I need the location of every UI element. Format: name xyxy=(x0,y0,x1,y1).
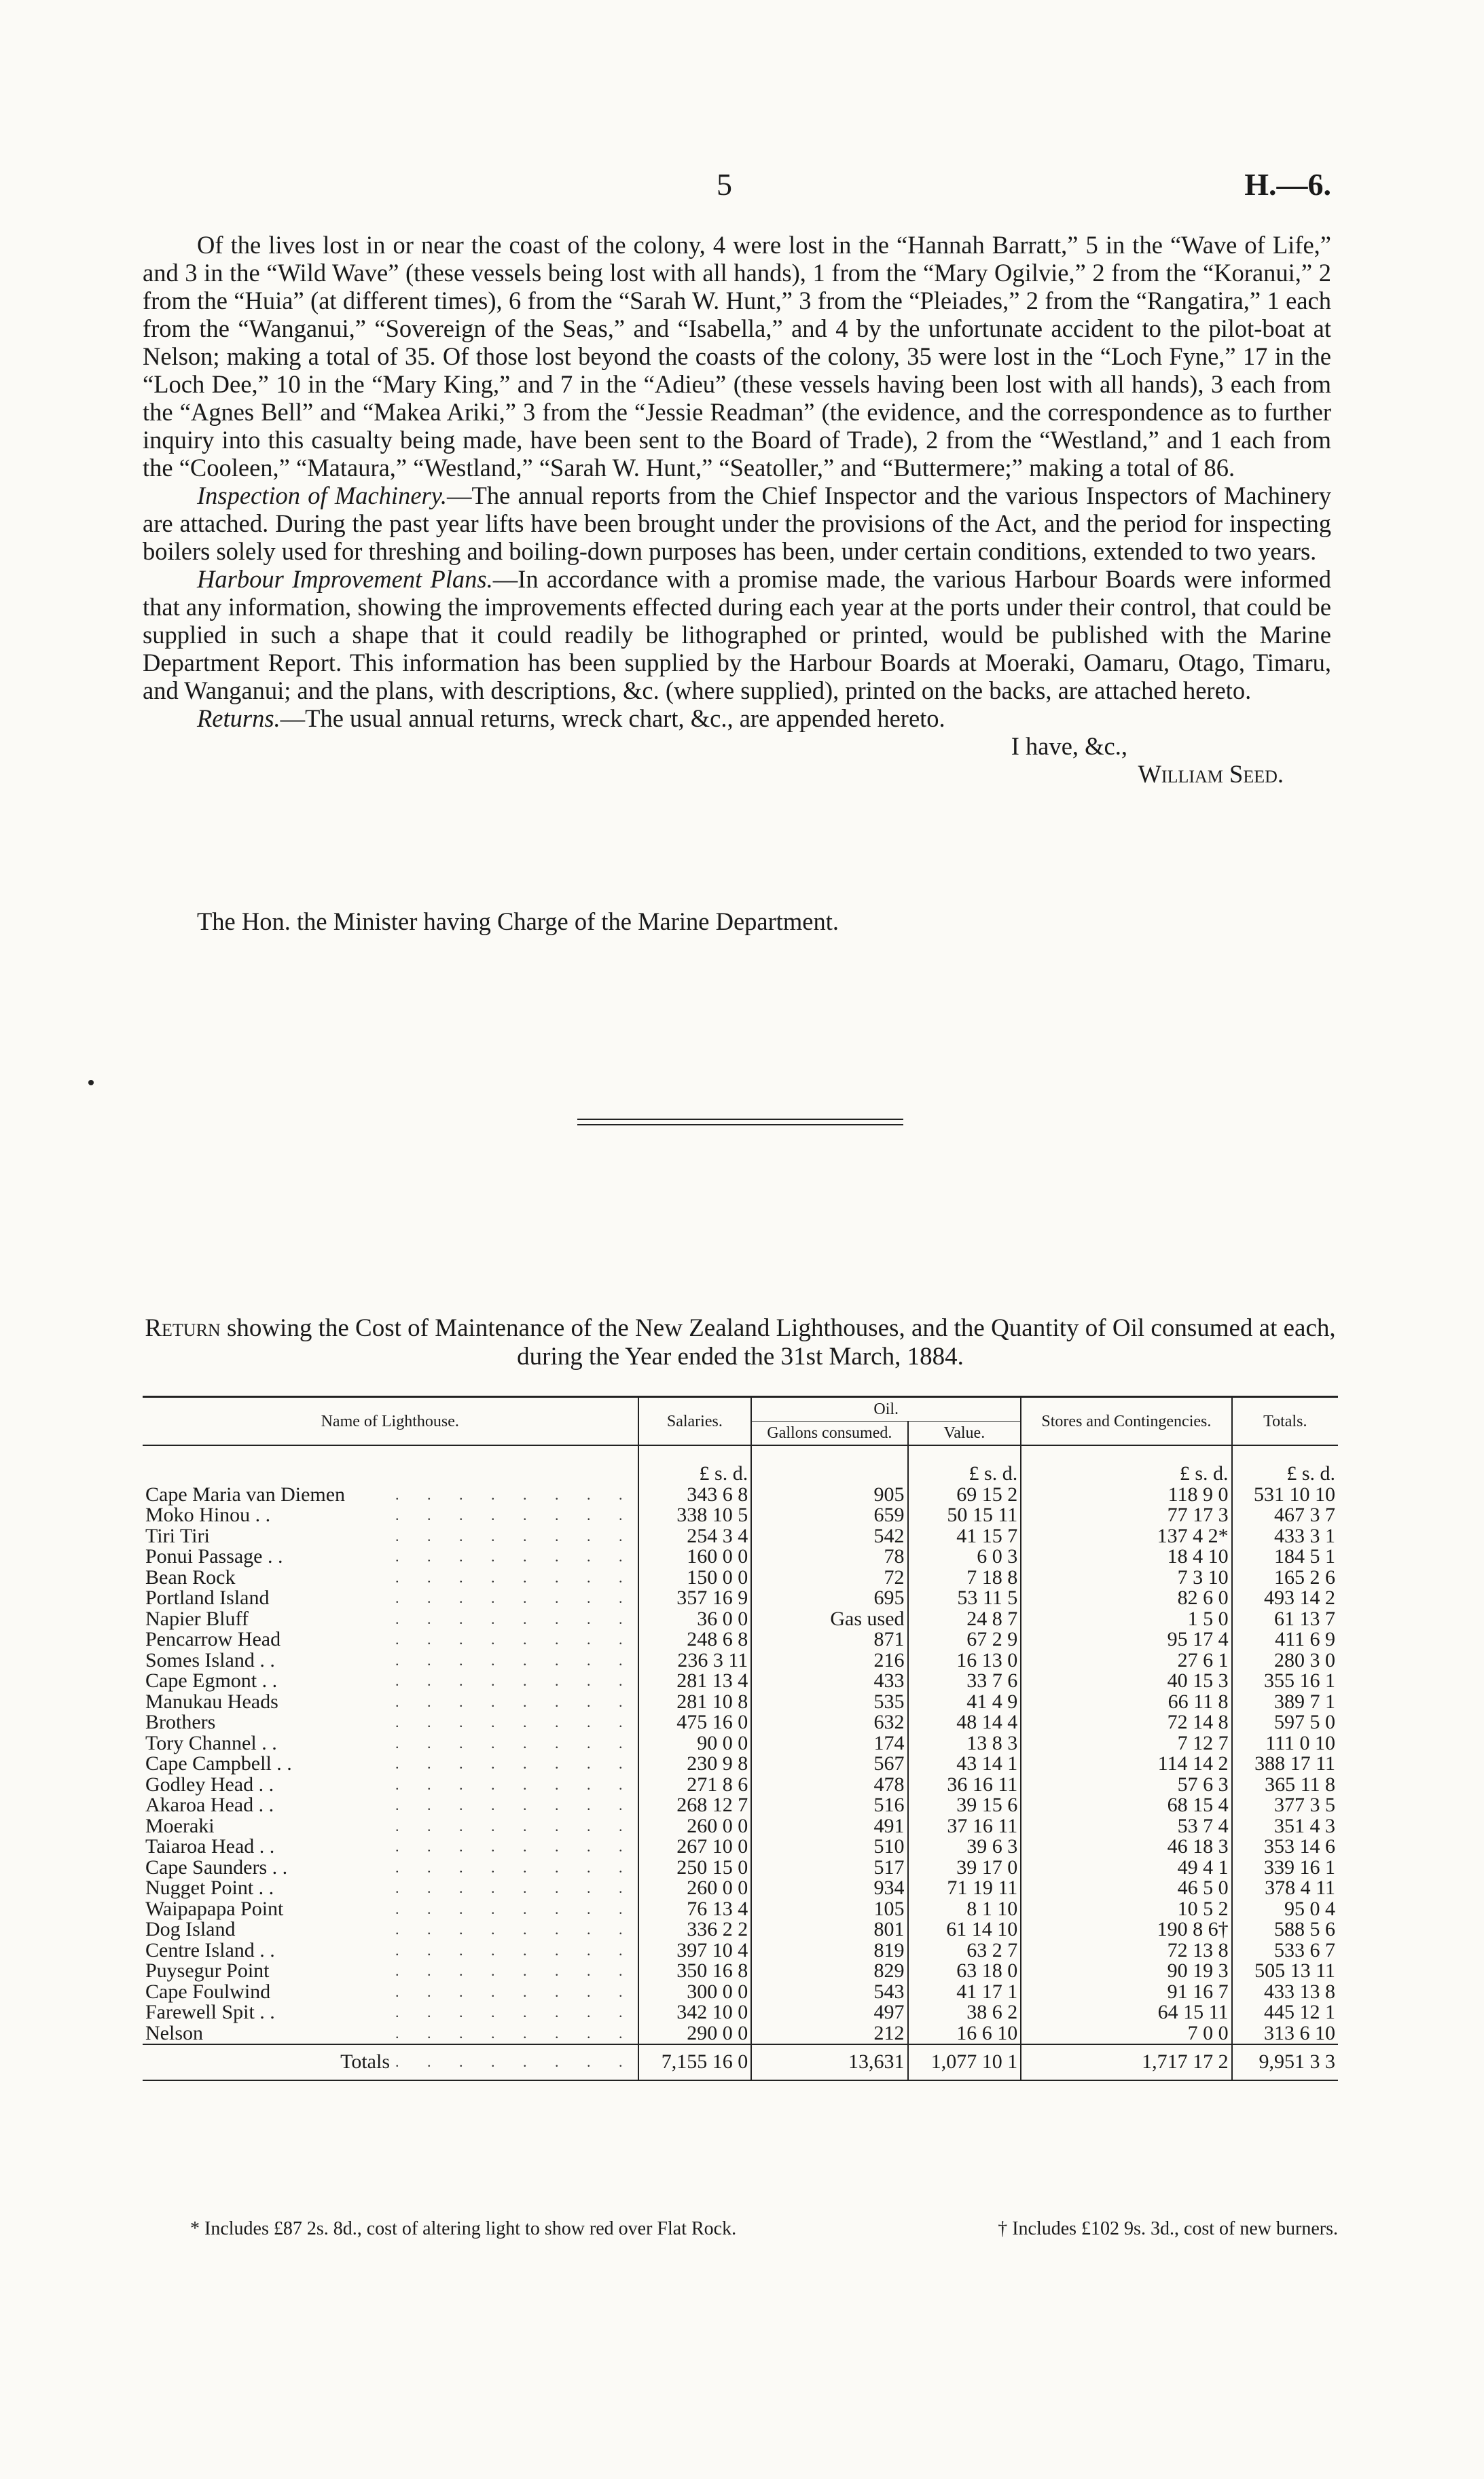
stores-cell: 7 0 0 xyxy=(1021,2023,1231,2045)
header-totals: Totals. xyxy=(1232,1397,1338,1446)
stores-cell: 40 15 3 xyxy=(1021,1671,1231,1692)
oil-value-cell: 13 8 3 xyxy=(908,1733,1021,1754)
salaries-cell: 475 16 0 xyxy=(638,1712,752,1733)
row-leader: . . . . . . . . xyxy=(395,1796,635,1813)
row-leader: . . . . . . . . xyxy=(395,1527,635,1544)
lighthouse-name: Manukau Heads xyxy=(145,1690,278,1713)
gallons-cell: 819 xyxy=(751,1940,907,1961)
gallons-cell: 543 xyxy=(751,1982,907,2003)
gallons-cell: 695 xyxy=(751,1588,907,1609)
row-leader: . . . . . . . . xyxy=(395,1941,635,1959)
total-cell: 445 12 1 xyxy=(1232,2002,1338,2023)
stores-cell: 66 11 8 xyxy=(1021,1692,1231,1713)
total-cell: 388 17 11 xyxy=(1232,1754,1338,1775)
oil-value-cell: 50 15 11 xyxy=(908,1505,1021,1526)
row-leader: . . . . . . . . xyxy=(395,1817,635,1834)
stores-cell: 46 18 3 xyxy=(1021,1836,1231,1858)
units-stores: £ s. d. xyxy=(1021,1445,1231,1485)
total-cell: 389 7 1 xyxy=(1232,1692,1338,1713)
stores-cell: 64 15 11 xyxy=(1021,2002,1231,2023)
table-row xyxy=(143,1775,1338,1796)
row-leader: . . . . . . . . xyxy=(395,1631,635,1648)
oil-value-cell: 67 2 9 xyxy=(908,1629,1021,1650)
total-cell: 493 14 2 xyxy=(1232,1588,1338,1609)
oil-value-cell: 24 8 7 xyxy=(908,1609,1021,1630)
oil-value-cell: 38 6 2 xyxy=(908,2002,1021,2023)
lighthouse-name: Brothers xyxy=(145,1711,216,1733)
stores-cell: 82 6 0 xyxy=(1021,1588,1231,1609)
row-leader: . . . . . . . . xyxy=(395,1900,635,1917)
stores-cell: 114 14 2 xyxy=(1021,1754,1231,1775)
footnote-dagger: † Includes £102 9s. 3d., cost of new burners. xyxy=(998,2218,1338,2239)
oil-value-cell: 41 17 1 xyxy=(908,1982,1021,2003)
stores-cell: 77 17 3 xyxy=(1021,1505,1231,1526)
heading-harbour: Harbour Improvement Plans. xyxy=(197,565,493,593)
gallons-cell: 516 xyxy=(751,1795,907,1816)
gallons-cell: 174 xyxy=(751,1733,907,1754)
totals-stores: 1,717 17 2 xyxy=(1021,2044,1231,2080)
gallons-cell: 535 xyxy=(751,1692,907,1713)
table-row xyxy=(143,1650,1338,1671)
total-cell: 378 4 11 xyxy=(1232,1878,1338,1899)
table-row xyxy=(143,1858,1338,1879)
table-row xyxy=(143,1899,1338,1920)
lighthouse-name: Dog Island xyxy=(145,1918,236,1940)
table-row xyxy=(143,1754,1338,1775)
total-cell: 411 6 9 xyxy=(1232,1629,1338,1650)
gallons-cell: 517 xyxy=(751,1858,907,1879)
units-totals: £ s. d. xyxy=(1232,1445,1338,1485)
stores-cell: 49 4 1 xyxy=(1021,1858,1231,1879)
row-leader: . . . . . . . . xyxy=(395,1983,635,2000)
table-row xyxy=(143,1671,1338,1692)
total-cell: 531 10 10 xyxy=(1232,1485,1338,1506)
divider-rule xyxy=(577,1124,903,1125)
row-leader: . . . . . . . . xyxy=(395,2024,635,2042)
lighthouse-name: Tiri Tiri xyxy=(145,1524,210,1547)
stores-cell: 18 4 10 xyxy=(1021,1546,1231,1568)
table-row xyxy=(143,1568,1338,1589)
divider-rule xyxy=(577,1119,903,1120)
oil-value-cell: 39 6 3 xyxy=(908,1836,1021,1858)
table-title-lead: Return xyxy=(145,1314,221,1342)
table-title xyxy=(143,1314,1338,1371)
table-row xyxy=(143,1546,1338,1568)
row-leader: . . . . . . . . xyxy=(395,1734,635,1752)
row-leader: . . . . . . . . xyxy=(395,1962,635,1979)
row-leader: . . . . . . . . xyxy=(395,1755,635,1772)
row-leader: . . . . . . . . xyxy=(395,1651,635,1669)
oil-value-cell: 7 18 8 xyxy=(908,1568,1021,1589)
totals-label: Totals xyxy=(143,2044,393,2080)
salaries-cell: 342 10 0 xyxy=(638,2002,752,2023)
salaries-cell: 397 10 4 xyxy=(638,1940,752,1961)
salaries-cell: 281 13 4 xyxy=(638,1671,752,1692)
gallons-cell: 542 xyxy=(751,1526,907,1547)
stores-cell: 46 5 0 xyxy=(1021,1878,1231,1899)
paragraph-machinery xyxy=(143,482,1331,565)
stores-cell: 91 16 7 xyxy=(1021,1982,1231,2003)
stores-cell: 90 19 3 xyxy=(1021,1961,1231,1982)
lighthouse-name: Puysegur Point xyxy=(145,1959,270,1982)
footnote-star: * Includes £87 2s. 8d., cost of altering light to show red over Flat Rock. xyxy=(190,2218,737,2239)
closing: I have, &c., xyxy=(1011,732,1127,760)
gallons-cell: 871 xyxy=(751,1629,907,1650)
lighthouse-name: Ponui Passage . . xyxy=(145,1545,283,1568)
total-cell: 533 6 7 xyxy=(1232,1940,1338,1961)
header-salaries: Salaries. xyxy=(638,1397,752,1446)
oil-value-cell: 39 15 6 xyxy=(908,1795,1021,1816)
heading-returns: Returns. xyxy=(197,704,280,732)
gallons-cell: Gas used xyxy=(751,1609,907,1630)
paragraph-harbour xyxy=(143,565,1331,704)
stores-cell: 95 17 4 xyxy=(1021,1629,1231,1650)
oil-value-cell: 37 16 11 xyxy=(908,1816,1021,1837)
total-cell: 597 5 0 xyxy=(1232,1712,1338,1733)
salaries-cell: 230 9 8 xyxy=(638,1754,752,1775)
footnotes xyxy=(143,2218,1338,2241)
salaries-cell: 290 0 0 xyxy=(638,2023,752,2045)
salaries-cell: 254 3 4 xyxy=(638,1526,752,1547)
lighthouse-name: Nugget Point . . xyxy=(145,1877,274,1899)
lighthouse-name: Cape Maria van Diemen xyxy=(145,1483,346,1506)
stores-cell: 7 3 10 xyxy=(1021,1568,1231,1589)
table-row xyxy=(143,1485,1338,1506)
salaries-cell: 76 13 4 xyxy=(638,1899,752,1920)
table-row xyxy=(143,2023,1338,2045)
table-title-text: showing the Cost of Maintenance of the New Zealand Lighthouses, and the Quantity of Oil consumed at each, during the Year ended the 31st March, 1884. xyxy=(220,1314,1336,1371)
oil-value-cell: 8 1 10 xyxy=(908,1899,1021,1920)
header-name: Name of Lighthouse. xyxy=(143,1397,638,1446)
table-row xyxy=(143,1878,1338,1899)
gallons-cell: 433 xyxy=(751,1671,907,1692)
stores-cell: 137 4 2* xyxy=(1021,1526,1231,1547)
total-cell: 313 6 10 xyxy=(1232,2023,1338,2045)
total-cell: 339 16 1 xyxy=(1232,1858,1338,1879)
total-cell: 377 3 5 xyxy=(1232,1795,1338,1816)
oil-value-cell: 69 15 2 xyxy=(908,1485,1021,1506)
oil-value-cell: 41 15 7 xyxy=(908,1526,1021,1547)
lighthouse-name: Cape Campbell . . xyxy=(145,1752,292,1775)
paragraph-lives-lost: Of the lives lost in or near the coast of the colony, 4 were lost in the “Hannah Barratt,” 5 in the “Wave of Life,” and 3 in the “Wild Wave” (these vessels being lost with all hands), 1 from the “Mary Ogilvie,” 2 from the “Koranui,” 2 from the “Huia” (at different times), 6 from the “Sarah W. Hunt,” 3 from the “Pleiades,” 2 from the “Rangatira,” 1 each from the “Wanganui,” “Sovereign of the Seas,” and “Isabella,” and 4 by the unfortunate accident to the pilot-boat at Nelson; making a total of 35. Of those lost beyond the coasts of the colony, 35 were lost in the “Loch Fyne,” 17 in the “Loch Dee,” 10 in the “Mary King,” and 7 in the “Adieu” (these vessels having been lost with all hands), 3 each from the “Agnes Bell” and “Makea Ariki,” 3 from the “Jessie Readman” (the evidence, and the correspondence as to further inquiry into this casualty being made, have been sent to the Board of Trade), 2 from the “Westland,” and 1 each from the “Cooleen,” “Mataura,” “Westland,” “Sarah W. Hunt,” “Seatoller,” and “Buttermere;” making a total of 86. xyxy=(143,231,1331,482)
total-cell: 61 13 7 xyxy=(1232,1609,1338,1630)
gallons-cell: 216 xyxy=(751,1650,907,1671)
table-row xyxy=(143,1692,1338,1713)
gallons-cell: 497 xyxy=(751,2002,907,2023)
text-returns: —The usual annual returns, wreck chart, &c., are appended hereto. xyxy=(280,704,945,732)
lighthouse-name: Pencarrow Head xyxy=(145,1628,281,1650)
row-leader: . . . . . . . . xyxy=(395,1921,635,1938)
salaries-cell: 260 0 0 xyxy=(638,1878,752,1899)
oil-value-cell: 16 6 10 xyxy=(908,2023,1021,2045)
row-leader: . . . . . . . . xyxy=(395,2004,635,2021)
row-leader: . . . . . . . . xyxy=(395,1506,635,1523)
oil-value-cell: 39 17 0 xyxy=(908,1858,1021,1879)
table-row xyxy=(143,1609,1338,1630)
header-value: Value. xyxy=(908,1422,1021,1446)
salaries-cell: 357 16 9 xyxy=(638,1588,752,1609)
lighthouse-name: Moko Hinou . . xyxy=(145,1504,271,1526)
row-leader: . . . . . . . . xyxy=(395,1568,635,1586)
salaries-cell: 260 0 0 xyxy=(638,1816,752,1837)
salaries-cell: 343 6 8 xyxy=(638,1485,752,1506)
row-leader: . . . . . . . . xyxy=(395,1775,635,1793)
oil-value-cell: 48 14 4 xyxy=(908,1712,1021,1733)
table-row xyxy=(143,1733,1338,1754)
table-row xyxy=(143,1940,1338,1961)
totals-gallons: 13,631 xyxy=(751,2044,907,2080)
oil-value-cell: 16 13 0 xyxy=(908,1650,1021,1671)
gallons-cell: 510 xyxy=(751,1836,907,1858)
stores-cell: 7 12 7 xyxy=(1021,1733,1231,1754)
lighthouse-name: Taiaroa Head . . xyxy=(145,1835,275,1858)
salaries-cell: 36 0 0 xyxy=(638,1609,752,1630)
total-cell: 355 16 1 xyxy=(1232,1671,1338,1692)
oil-value-cell: 53 11 5 xyxy=(908,1588,1021,1609)
stores-cell: 72 14 8 xyxy=(1021,1712,1231,1733)
stores-cell: 72 13 8 xyxy=(1021,1940,1231,1961)
table-row xyxy=(143,1588,1338,1609)
total-cell: 165 2 6 xyxy=(1232,1568,1338,1589)
oil-value-cell: 61 14 10 xyxy=(908,1919,1021,1940)
total-cell: 433 3 1 xyxy=(1232,1526,1338,1547)
total-cell: 365 11 8 xyxy=(1232,1775,1338,1796)
table-row xyxy=(143,1526,1338,1547)
salaries-cell: 281 10 8 xyxy=(638,1692,752,1713)
oil-value-cell: 63 2 7 xyxy=(908,1940,1021,1961)
stores-cell: 27 6 1 xyxy=(1021,1650,1231,1671)
salaries-cell: 236 3 11 xyxy=(638,1650,752,1671)
page-number: 5 xyxy=(717,167,732,202)
units-value: £ s. d. xyxy=(908,1445,1021,1485)
heading-machinery: Inspection of Machinery. xyxy=(197,482,448,509)
totals-grand: 9,951 3 3 xyxy=(1232,2044,1338,2080)
gallons-cell: 905 xyxy=(751,1485,907,1506)
row-leader: . . . . . . . . xyxy=(395,1485,635,1503)
salaries-cell: 350 16 8 xyxy=(638,1961,752,1982)
stores-cell: 1 5 0 xyxy=(1021,1609,1231,1630)
gallons-cell: 72 xyxy=(751,1568,907,1589)
document-reference: H.—6. xyxy=(1244,167,1331,202)
total-cell: 353 14 6 xyxy=(1232,1836,1338,1858)
paragraph-returns xyxy=(143,704,1331,732)
table-row xyxy=(143,1712,1338,1733)
table-row xyxy=(143,1629,1338,1650)
totals-salaries: 7,155 16 0 xyxy=(638,2044,752,2080)
oil-value-cell: 41 4 9 xyxy=(908,1692,1021,1713)
salaries-cell: 248 6 8 xyxy=(638,1629,752,1650)
header-gallons: Gallons consumed. xyxy=(751,1422,907,1446)
text-harbour: —In accordance with a promise made, the various Harbour Boards were informed that any information, showing the improvements effected during each year at the ports under their control, that could be supplied in such a shape that it could readily be lithographed or printed, would be published with the Marine Department Report. This information has been supplied by the Harbour Boards at Moeraki, Oamaru, Otago, Timaru, and Wanganui; and the plans, with descriptions, &c. (where supplied), printed on the backs, are attached hereto. xyxy=(143,565,1331,704)
lighthouse-name: Moeraki xyxy=(145,1814,215,1837)
lighthouse-name: Napier Bluff xyxy=(145,1607,249,1630)
gallons-cell: 632 xyxy=(751,1712,907,1733)
header-oil: Oil. xyxy=(751,1397,1021,1422)
total-cell: 280 3 0 xyxy=(1232,1650,1338,1671)
lighthouse-name: Cape Saunders . . xyxy=(145,1856,288,1879)
lighthouse-name: Akaroa Head . . xyxy=(145,1794,274,1816)
salaries-cell: 90 0 0 xyxy=(638,1733,752,1754)
table-row xyxy=(143,1961,1338,1982)
totals-row xyxy=(143,2044,1338,2080)
lighthouse-name: Cape Foulwind xyxy=(145,1980,271,2003)
row-leader: . . . . . . . . xyxy=(395,1879,635,1896)
gallons-cell: 801 xyxy=(751,1919,907,1940)
report-text xyxy=(143,231,1331,788)
total-cell: 433 13 8 xyxy=(1232,1982,1338,2003)
lighthouse-cost-table xyxy=(143,1396,1338,2081)
salaries-cell: 271 8 6 xyxy=(638,1775,752,1796)
units-row xyxy=(143,1445,1338,1485)
gallons-cell: 659 xyxy=(751,1505,907,1526)
salaries-cell: 160 0 0 xyxy=(638,1546,752,1568)
text-machinery: —The annual reports from the Chief Inspector and the various Inspectors of Machinery are attached. During the past year lifts have been brought under the provisions of the Act, and the period for inspecting boilers solely used for threshing and boiling-down purposes has been, under certain conditions, extended to two years. xyxy=(143,482,1331,565)
salaries-cell: 336 2 2 xyxy=(638,1919,752,1940)
gallons-cell: 78 xyxy=(751,1546,907,1568)
gallons-cell: 934 xyxy=(751,1878,907,1899)
gallons-cell: 212 xyxy=(751,2023,907,2045)
row-leader: . . . . . . . . xyxy=(395,1693,635,1710)
oil-value-cell: 6 0 3 xyxy=(908,1546,1021,1568)
table-row xyxy=(143,1795,1338,1816)
row-leader: . . . . . . . . xyxy=(395,1672,635,1689)
stores-cell: 68 15 4 xyxy=(1021,1795,1231,1816)
total-cell: 505 13 11 xyxy=(1232,1961,1338,1982)
oil-value-cell: 63 18 0 xyxy=(908,1961,1021,1982)
header-stores: Stores and Contingencies. xyxy=(1021,1397,1231,1446)
total-cell: 467 3 7 xyxy=(1232,1505,1338,1526)
addressee: The Hon. the Minister having Charge of the Marine Department. xyxy=(197,907,839,935)
table-row xyxy=(143,1836,1338,1858)
gallons-cell: 829 xyxy=(751,1961,907,1982)
row-leader: . . . . . . . . xyxy=(395,1838,635,1855)
salaries-cell: 338 10 5 xyxy=(638,1505,752,1526)
table-row xyxy=(143,1816,1338,1837)
lighthouse-name: Tory Channel . . xyxy=(145,1731,277,1754)
totals-value: 1,077 10 1 xyxy=(908,2044,1021,2080)
oil-value-cell: 36 16 11 xyxy=(908,1775,1021,1796)
lighthouse-name: Waipapapa Point xyxy=(145,1897,284,1920)
salaries-cell: 300 0 0 xyxy=(638,1982,752,2003)
row-leader: . . . . . . . . xyxy=(395,1589,635,1606)
salaries-cell: 267 10 0 xyxy=(638,1836,752,1858)
oil-value-cell: 71 19 11 xyxy=(908,1878,1021,1899)
lighthouse-name: Somes Island . . xyxy=(145,1648,275,1671)
salaries-cell: 150 0 0 xyxy=(638,1568,752,1589)
lighthouse-name: Godley Head . . xyxy=(145,1773,274,1796)
total-cell: 184 5 1 xyxy=(1232,1546,1338,1568)
row-leader: . . . . . . . . xyxy=(395,1714,635,1731)
lighthouse-name: Centre Island . . xyxy=(145,1938,275,1961)
total-cell: 95 0 4 xyxy=(1232,1899,1338,1920)
table-row xyxy=(143,2002,1338,2023)
stores-cell: 10 5 2 xyxy=(1021,1899,1231,1920)
table-row xyxy=(143,1919,1338,1940)
oil-value-cell: 33 7 6 xyxy=(908,1671,1021,1692)
gallons-cell: 478 xyxy=(751,1775,907,1796)
table-body xyxy=(143,1445,1338,2044)
total-cell: 588 5 6 xyxy=(1232,1919,1338,1940)
salaries-cell: 268 12 7 xyxy=(638,1795,752,1816)
totals-leader: . . . . . . . . xyxy=(393,2044,638,2080)
lighthouse-name: Farewell Spit . . xyxy=(145,2001,275,2023)
total-cell: 111 0 10 xyxy=(1232,1733,1338,1754)
signature: William Seed. xyxy=(1138,760,1284,788)
gallons-cell: 105 xyxy=(751,1899,907,1920)
table-row xyxy=(143,1982,1338,2003)
total-cell: 351 4 3 xyxy=(1232,1816,1338,1837)
lighthouse-name: Nelson xyxy=(145,2021,203,2044)
gallons-cell: 567 xyxy=(751,1754,907,1775)
lighthouse-name: Bean Rock xyxy=(145,1566,236,1589)
stores-cell: 57 6 3 xyxy=(1021,1775,1231,1796)
lighthouse-name: Cape Egmont . . xyxy=(145,1669,278,1692)
salaries-cell: 250 15 0 xyxy=(638,1858,752,1879)
units-salaries: £ s. d. xyxy=(638,1445,752,1485)
row-leader: . . . . . . . . xyxy=(395,1548,635,1565)
row-leader: . . . . . . . . xyxy=(395,1610,635,1627)
stores-cell: 53 7 4 xyxy=(1021,1816,1231,1837)
stores-cell: 118 9 0 xyxy=(1021,1485,1231,1506)
row-leader: . . . . . . . . xyxy=(395,1858,635,1876)
lighthouse-name: Portland Island xyxy=(145,1587,270,1609)
oil-value-cell: 43 14 1 xyxy=(908,1754,1021,1775)
stray-mark xyxy=(88,1080,94,1085)
stores-cell: 190 8 6† xyxy=(1021,1919,1231,1940)
table-row xyxy=(143,1505,1338,1526)
gallons-cell: 491 xyxy=(751,1816,907,1837)
